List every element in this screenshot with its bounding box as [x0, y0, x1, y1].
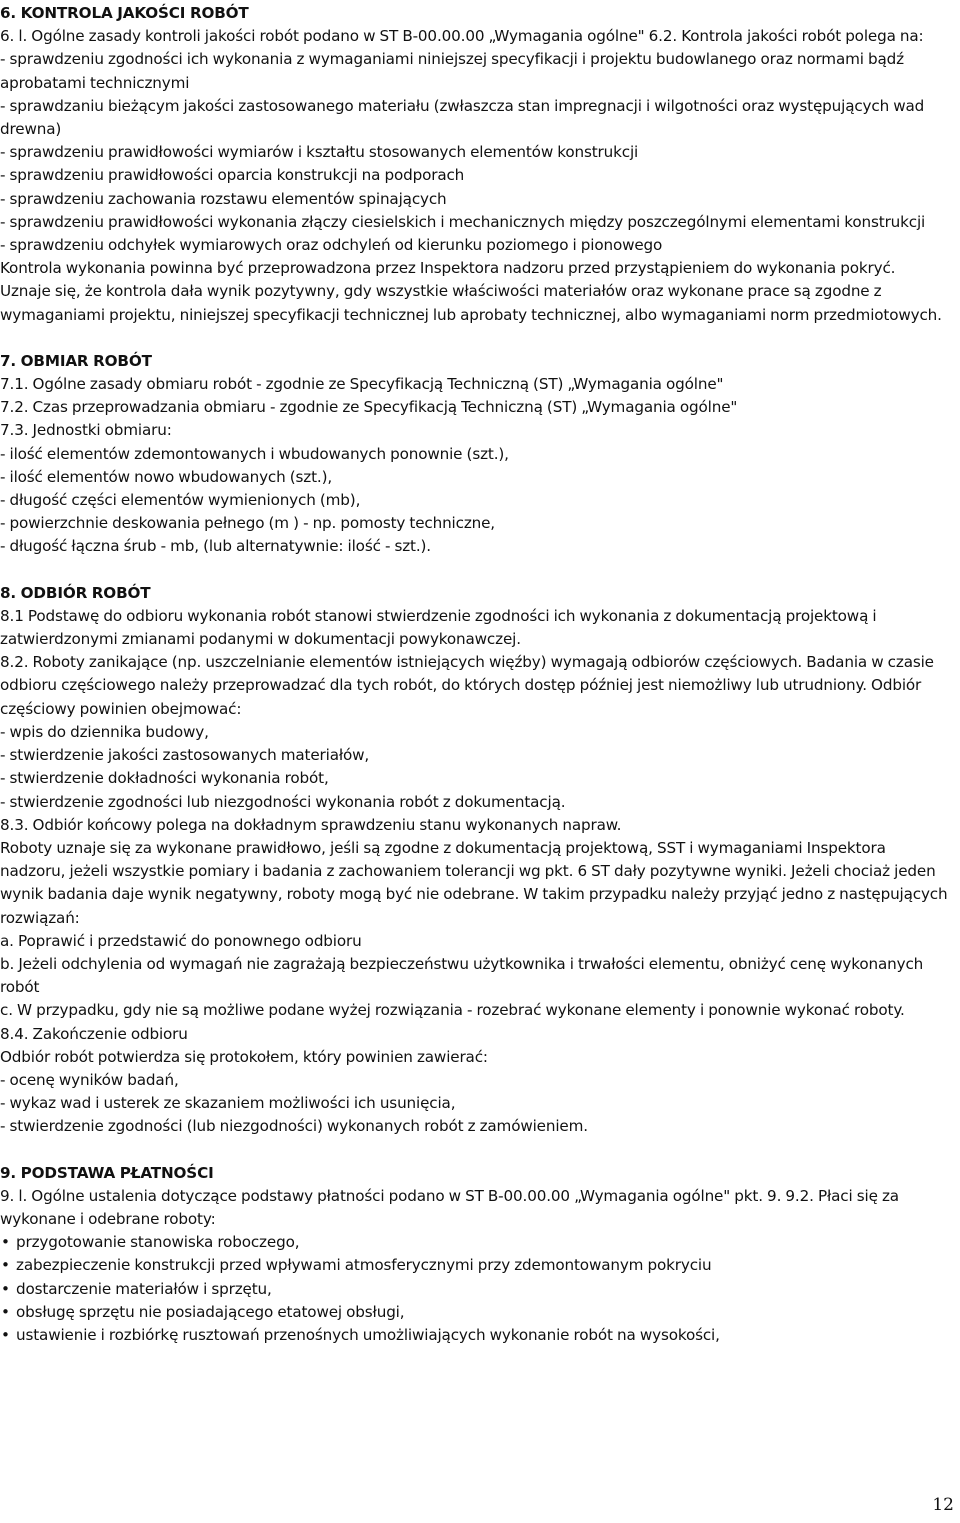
list-item: - stwierdzenie zgodności (lub niezgodności) wykonanych robót z zamówieniem. [0, 1117, 588, 1136]
paragraph: Kontrola wykonania powinna być przeprowadzona przez Inspektora nadzoru przed przystąpieniem do wykonania pokryć. Uznaje się, że kontrola dała wynik pozytywny, gdy wszystkie właściwości materiałów oraz wykonane prace są zgodne z wymaganiami projektu, niniejszej specyfikacji technicznej lub aprobaty technicznej, albo wymaganiami norm przedmiotowych. [0, 259, 942, 324]
section-spacer [0, 327, 948, 350]
section-acceptance [0, 582, 948, 1139]
section-spacer [0, 1139, 948, 1162]
bullet-item: • przygotowanie stanowiska roboczego, [0, 1231, 948, 1254]
list-item: - sprawdzeniu zgodności ich wykonania z wymaganiami niniejszej specyfikacji i projektu budowlanego oraz normami bądź aprobatami technicznymi [0, 50, 904, 92]
list-item: - stwierdzenie dokładności wykonania robót, [0, 769, 329, 788]
list-item: c. W przypadku, gdy nie są możliwe podane wyżej rozwiązania - rozebrać wykonane elementy i ponownie wykonać roboty. [0, 1001, 905, 1020]
paragraph: 7.3. Jednostki obmiaru: [0, 421, 172, 440]
paragraph: 8.1 Podstawę do odbioru wykonania robót stanowi stwierdzenie zgodności ich wykonania z dokumentacją projektową i zatwierdzonymi zmianami podanymi w dokumentacji powykonawczej. [0, 606, 877, 649]
list-item: - wpis do dziennika budowy, [0, 722, 209, 741]
list-item: - długość łączna śrub - mb, (lub alternatywnie: ilość - szt.). [0, 537, 431, 556]
section-quality-control [0, 2, 948, 327]
bullet-item: • dostarczenie materiałów i sprzętu, [0, 1278, 948, 1301]
list-item: - powierzchnie deskowania pełnego (m ) - np. pomosty techniczne, [0, 514, 495, 533]
paragraph: Roboty uznaje się za wykonane prawidłowo, jeśli są zgodne z dokumentacją projektową, SST i wymaganiami Inspektora nadzoru, jeżeli wszystkie pomiary i badania z zachowaniem tolerancji wg pkt. 6 ST dały pozytywne wyniki. Jeżeli chociaż jeden wynik badania daje wynik negatywny, roboty mogą być nie odebrane. W takim przypadku należy przyjąć jedno z następujących rozwiązań: [0, 838, 948, 927]
list-item: - sprawdzeniu zachowania rozstawu elementów spinających [0, 189, 447, 208]
section-heading: 6. KONTROLA JAKOŚCI ROBÓT [0, 4, 249, 22]
list-item: b. Jeżeli odchylenia od wymagań nie zagrażają bezpieczeństwu użytkownika i trwałości elementu, obniżyć cenę wykonanych robót [0, 954, 924, 997]
paragraph: 8.3. Odbiór końcowy polega na dokładnym sprawdzeniu stanu wykonanych napraw. [0, 815, 622, 834]
section-payment [0, 1162, 948, 1348]
bullet-item: • zabezpieczenie konstrukcji przed wpływami atmosferycznymi przy zdemontowanym pokryciu [0, 1254, 948, 1277]
section-measurement [0, 350, 948, 559]
bullet-item: • obsługę sprzętu nie posiadającego etatowej obsługi, [0, 1301, 948, 1324]
list-item: - sprawdzeniu prawidłowości oparcia konstrukcji na podporach [0, 166, 465, 185]
section-heading: 8. ODBIÓR ROBÓT [0, 583, 151, 602]
paragraph: 7.1. Ogólne zasady obmiaru robót - zgodnie ze Specyfikacją Techniczną (ST) „Wymagania ogólne" [0, 375, 724, 394]
paragraph: 9. l. Ogólne ustalenia dotyczące podstawy płatności podano w ST B-00.00.00 „Wymagania ogólne" pkt. 9. 9.2. Płaci się za wykonane i odebrane roboty: [0, 1186, 899, 1228]
section-heading: 7. OBMIAR ROBÓT [0, 351, 152, 370]
section-heading: 9. PODSTAWA PŁATNOŚCI [0, 1163, 214, 1182]
list-item: - sprawdzeniu odchyłek wymiarowych oraz odchyleń od kierunku poziomego i pionowego [0, 236, 663, 255]
page-number: 12 [932, 1495, 954, 1515]
list-item: - ilość elementów nowo wbudowanych (szt.), [0, 467, 333, 486]
list-item: a. Poprawić i przedstawić do ponownego odbioru [0, 931, 362, 950]
paragraph: 7.2. Czas przeprowadzania obmiaru - zgodnie ze Specyfikacją Techniczną (ST) „Wymagania ogólne" [0, 398, 738, 417]
list-item: - sprawdzeniu prawidłowości wykonania złączy ciesielskich i mechanicznych między poszczególnymi elementami konstrukcji [0, 212, 926, 231]
list-item: - wykaz wad i usterek ze skazaniem możliwości ich usunięcia, [0, 1094, 456, 1113]
list-item: - sprawdzaniu bieżącym jakości zastosowanego materiału (zwłaszcza stan impregnacji i wilgotności oraz występujących wad drewna) [0, 96, 925, 139]
list-item: - stwierdzenie jakości zastosowanych materiałów, [0, 746, 370, 765]
section-spacer [0, 559, 948, 582]
document-body [0, 2, 948, 1347]
list-item: - stwierdzenie zgodności lub niezgodności wykonania robót z dokumentacją. [0, 792, 566, 811]
bullet-item: • ustawienie i rozbiórkę rusztowań przenośnych umożliwiających wykonanie robót na wysokości, [0, 1324, 948, 1347]
list-item: - ilość elementów zdemontowanych i wbudowanych ponownie (szt.), [0, 444, 509, 463]
list-item: - ocenę wyników badań, [0, 1070, 179, 1089]
paragraph: 6. l. Ogólne zasady kontroli jakości robót podano w ST B-00.00.00 „Wymagania ogólne" 6.2. Kontrola jakości robót polega na: [0, 27, 924, 46]
paragraph: Odbiór robót potwierdza się protokołem, który powinien zawierać: [0, 1047, 488, 1066]
list-item: - sprawdzeniu prawidłowości wymiarów i kształtu stosowanych elementów konstrukcji [0, 143, 639, 162]
list-item: - długość części elementów wymienionych (mb), [0, 491, 361, 510]
paragraph: 8.4. Zakończenie odbioru [0, 1024, 188, 1043]
paragraph: 8.2. Roboty zanikające (np. uszczelnianie elementów istniejących więźby) wymagają odbiorów częściowych. Badania w czasie odbioru częściowego należy przeprowadzać dla tych robót, do których dostęp później jest niemożliwy lub utrudniony. Odbiór częściowy powinien obejmować: [0, 653, 934, 718]
